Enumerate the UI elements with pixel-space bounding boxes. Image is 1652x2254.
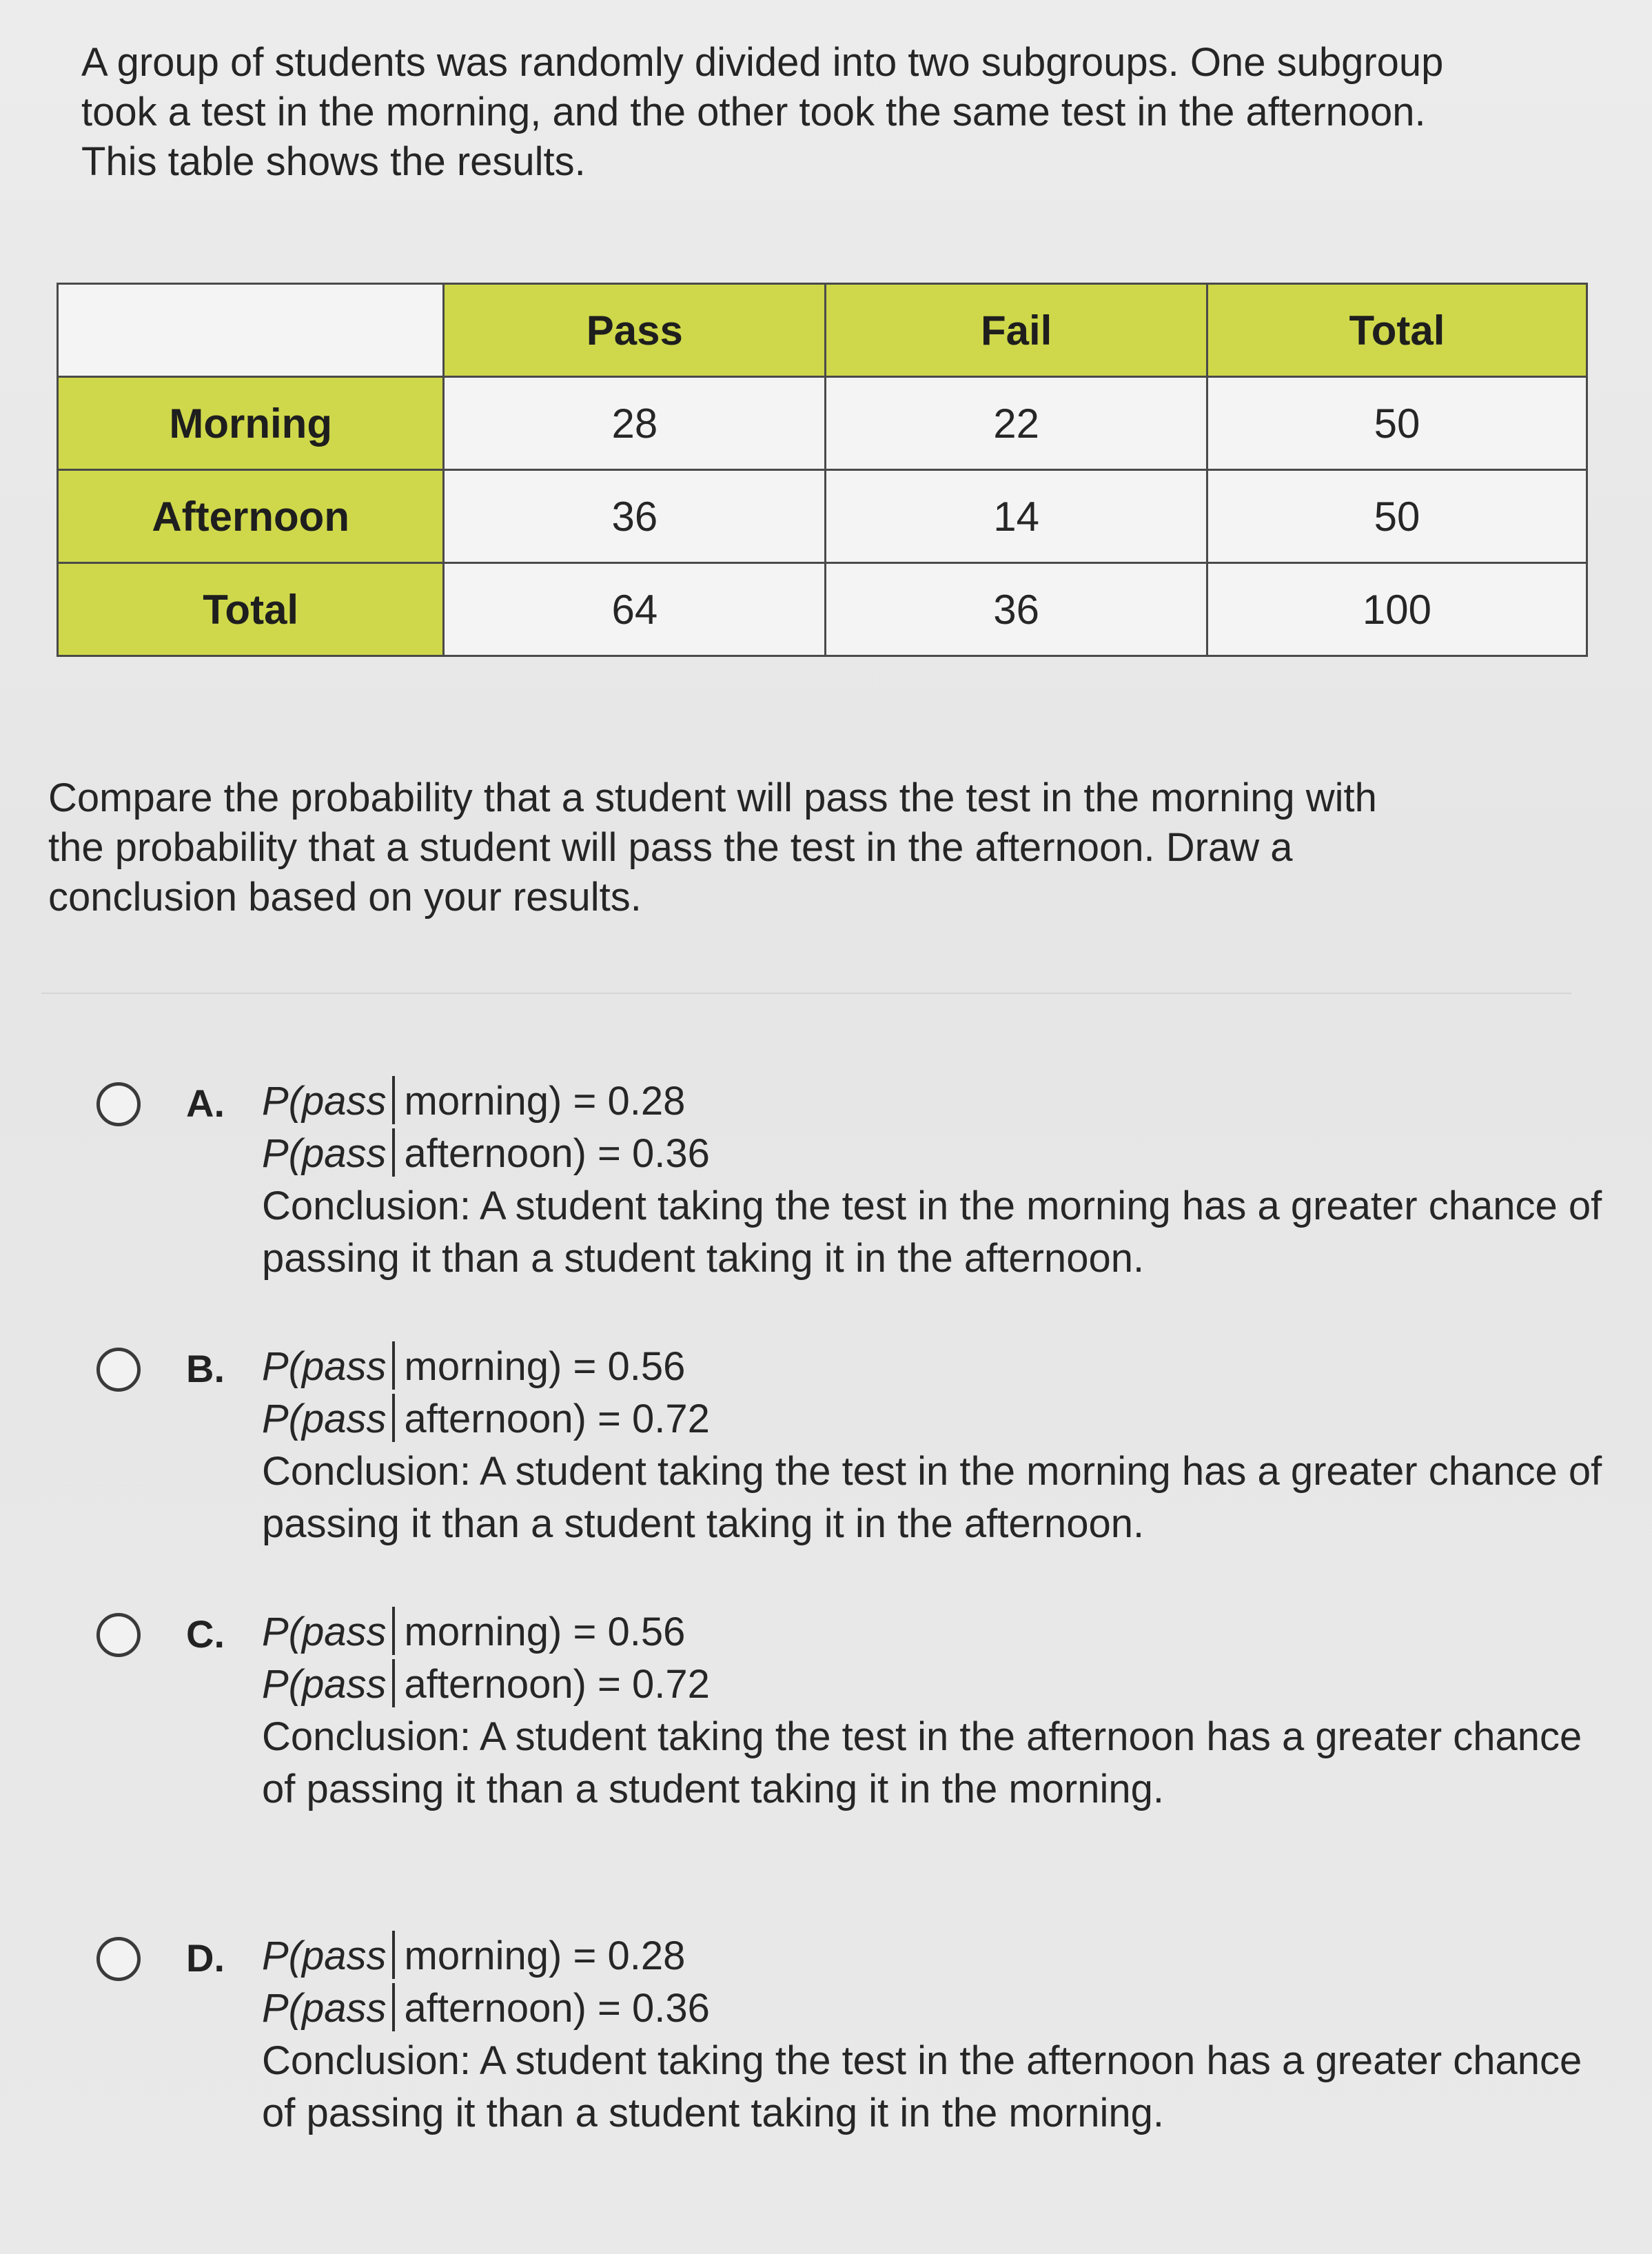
given-bar: [392, 1394, 395, 1442]
question-line: Compare the probability that a student will pass the test in the morning with: [48, 775, 1377, 820]
option-c[interactable]: [96, 1606, 1599, 1930]
intro-line: This table shows the results.: [81, 139, 586, 184]
cell-total-pass: 64: [444, 563, 826, 656]
intro-text: [81, 38, 1598, 187]
header-pass: Pass: [444, 284, 826, 377]
prob-afternoon: [262, 1982, 1613, 2035]
given-bar: [392, 1128, 395, 1177]
given-bar: [392, 1341, 395, 1390]
prob-afternoon: [262, 1658, 1613, 1711]
cell-morning-pass: 28: [444, 377, 826, 470]
cell-total-fail: 36: [826, 563, 1207, 656]
conclusion-text: Conclusion: A student taking the test in the afternoon has a greater chance of passing it than a student taking it in the morning.: [262, 1714, 1582, 1811]
option-d[interactable]: [96, 1930, 1599, 2254]
prob-post: morning) = 0.28: [404, 1079, 686, 1124]
cell-afternoon-total: 50: [1207, 470, 1587, 563]
prob-post: morning) = 0.28: [404, 1933, 686, 1978]
given-bar: [392, 1983, 395, 2031]
table-header-row: [58, 284, 1587, 377]
answer-options: [96, 1075, 1602, 2254]
option-body: [262, 1606, 1613, 1816]
intro-line: took a test in the morning, and the other took the same test in the afternoon.: [81, 90, 1426, 134]
prob-post: morning) = 0.56: [404, 1344, 686, 1389]
header-fail: Fail: [826, 284, 1207, 377]
intro-line: A group of students was randomly divided into two subgroups. One subgroup: [81, 40, 1444, 85]
question-line: the probability that a student will pass the test in the afternoon. Draw a: [48, 825, 1293, 870]
table-row: [58, 563, 1587, 656]
prob-pre: P(pass: [262, 1344, 387, 1389]
results-table: [57, 283, 1588, 657]
prob-afternoon: [262, 1128, 1613, 1180]
prob-post: afternoon) = 0.36: [404, 1131, 710, 1176]
prob-post: afternoon) = 0.72: [404, 1662, 710, 1707]
header-total: Total: [1207, 284, 1587, 377]
conclusion-text: Conclusion: A student taking the test in the morning has a greater chance of passing it than a student taking it in the afternoon.: [262, 1449, 1602, 1546]
table-row: [58, 377, 1587, 470]
prob-morning: [262, 1606, 1613, 1658]
prob-pre: P(pass: [262, 1397, 387, 1441]
given-bar: [392, 1659, 395, 1707]
radio-button[interactable]: [96, 1613, 141, 1657]
prob-morning: [262, 1341, 1613, 1393]
radio-button[interactable]: [96, 1082, 141, 1126]
option-b[interactable]: [96, 1341, 1602, 1606]
prob-pre: P(pass: [262, 1662, 387, 1707]
cell-afternoon-pass: 36: [444, 470, 826, 563]
prob-post: afternoon) = 0.72: [404, 1397, 710, 1441]
prob-pre: P(pass: [262, 1986, 387, 2031]
question-text: [48, 773, 1592, 922]
prob-pre: P(pass: [262, 1079, 387, 1124]
radio-button[interactable]: [96, 1937, 141, 1981]
prob-morning: [262, 1075, 1613, 1128]
table-corner-cell: [58, 284, 444, 377]
conclusion-text: Conclusion: A student taking the test in the morning has a greater chance of passing it than a student taking it in the afternoon.: [262, 1184, 1602, 1281]
option-letter: D.: [186, 1936, 225, 1980]
given-bar: [392, 1931, 395, 1979]
conclusion-text: Conclusion: A student taking the test in the afternoon has a greater chance of passing it than a student taking it in the morning.: [262, 2038, 1582, 2135]
option-body: [262, 1341, 1613, 1550]
question-line: conclusion based on your results.: [48, 875, 642, 920]
prob-post: morning) = 0.56: [404, 1610, 686, 1654]
cell-morning-total: 50: [1207, 377, 1587, 470]
option-body: [262, 1930, 1613, 2140]
cell-morning-fail: 22: [826, 377, 1207, 470]
cell-afternoon-fail: 14: [826, 470, 1207, 563]
given-bar: [392, 1607, 395, 1655]
prob-pre: P(pass: [262, 1610, 387, 1654]
table-row: [58, 470, 1587, 563]
divider: [41, 993, 1571, 994]
row-label-morning: Morning: [58, 377, 444, 470]
cell-total-total: 100: [1207, 563, 1587, 656]
option-letter: A.: [186, 1082, 225, 1125]
row-label-afternoon: Afternoon: [58, 470, 444, 563]
option-body: [262, 1075, 1613, 1285]
row-label-total: Total: [58, 563, 444, 656]
option-a[interactable]: [96, 1075, 1602, 1341]
radio-button[interactable]: [96, 1348, 141, 1392]
prob-pre: P(pass: [262, 1131, 387, 1176]
prob-morning: [262, 1930, 1613, 1982]
prob-pre: P(pass: [262, 1933, 387, 1978]
option-letter: C.: [186, 1612, 225, 1656]
prob-afternoon: [262, 1393, 1613, 1445]
given-bar: [392, 1076, 395, 1124]
prob-post: afternoon) = 0.36: [404, 1986, 710, 2031]
option-letter: B.: [186, 1347, 225, 1390]
